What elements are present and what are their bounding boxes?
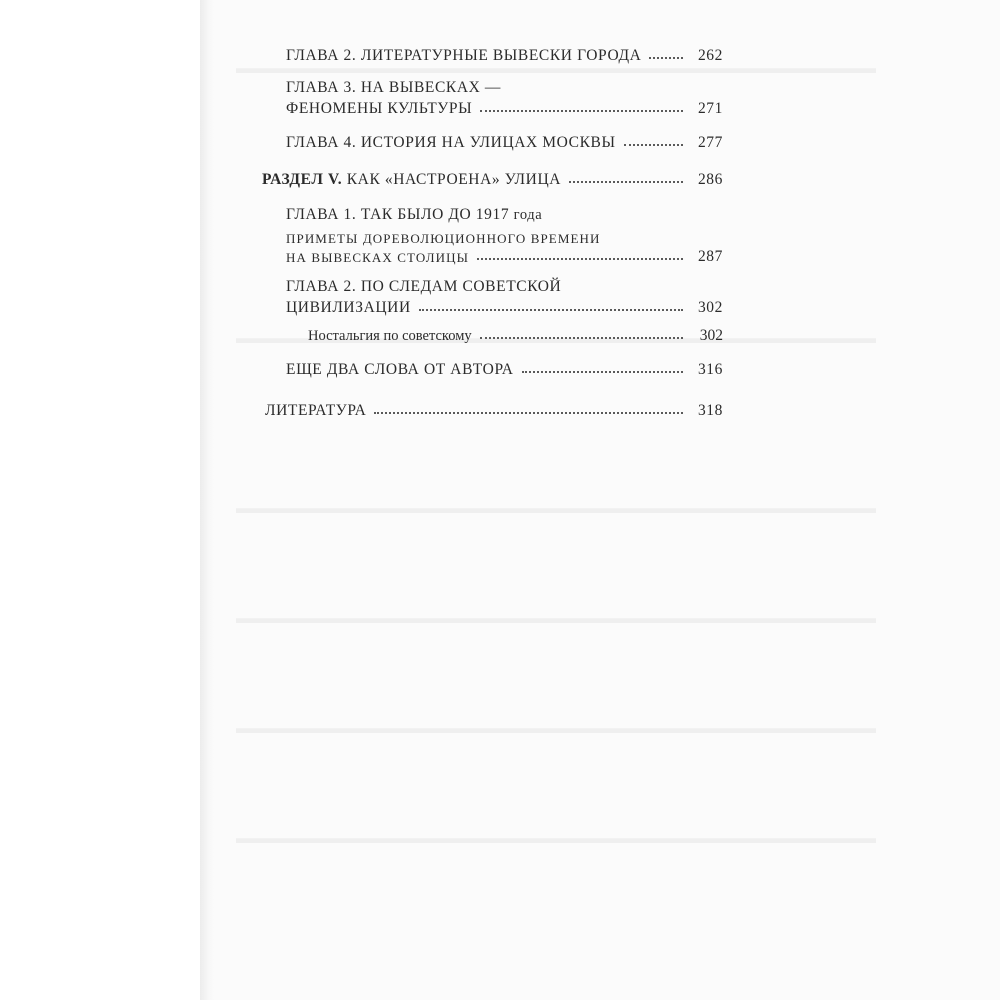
toc-subtitle-line2: НА ВЫВЕСКАХ СТОЛИЦЫ <box>286 250 470 265</box>
toc-entry-label-line2: ФЕНОМЕНЫ КУЛЬТУРЫ <box>286 100 473 117</box>
chapter-1-title: ГЛАВА 1. ТАК БЫЛО ДО 1917 <box>286 206 510 223</box>
dot-leader <box>480 110 683 112</box>
toc-entry-chapter-4[interactable] <box>286 134 723 152</box>
section-number: РАЗДЕЛ V. <box>262 171 343 188</box>
toc-page-number: 318 <box>697 402 723 419</box>
chapter-1-title-tail: года <box>513 207 543 223</box>
toc-entry-chapter-3[interactable] <box>286 100 723 118</box>
toc-entry-chapter-2-soviet[interactable] <box>286 299 723 317</box>
dot-leader <box>419 309 683 311</box>
toc-entry-nostalgia[interactable] <box>308 327 723 345</box>
toc-page-number: 302 <box>697 299 723 316</box>
toc-chapter-1-heading <box>286 206 542 224</box>
toc-entry-label: ГЛАВА 4. ИСТОРИЯ НА УЛИЦАХ МОСКВЫ <box>286 134 616 151</box>
toc-entry-label: ЕЩЕ ДВА СЛОВА ОТ АВТОРА <box>286 361 514 378</box>
toc-page-number: 316 <box>697 361 723 378</box>
toc-entry-label-line2: ЦИВИЛИЗАЦИИ <box>286 299 411 316</box>
toc-page-number: 286 <box>697 171 723 188</box>
section-title: КАК «НАСТРОЕНА» УЛИЦА <box>346 171 562 188</box>
dot-leader <box>477 258 683 260</box>
toc-entry-chapter-2-city[interactable] <box>286 47 723 65</box>
dot-leader <box>569 181 683 183</box>
toc-page-number: 262 <box>697 47 723 64</box>
toc-entry-chapter-1[interactable] <box>286 248 723 266</box>
toc-entry-label: ЛИТЕРАТУРА <box>265 402 367 419</box>
toc-page-number: 277 <box>697 134 723 151</box>
dot-leader <box>649 57 683 59</box>
toc-entry-label-line1: ГЛАВА 3. НА ВЫВЕСКАХ — <box>286 79 501 96</box>
dot-leader <box>374 412 683 414</box>
toc-entry-afterword[interactable] <box>286 361 723 379</box>
toc-entry-label: ГЛАВА 2. ЛИТЕРАТУРНЫЕ ВЫВЕСКИ ГОРОДА <box>286 47 642 64</box>
toc-page-number: 271 <box>697 100 723 117</box>
toc-entry-literature[interactable] <box>265 402 723 420</box>
dot-leader <box>522 371 684 373</box>
toc-entry-label: Ностальгия по советскому <box>308 328 472 344</box>
dot-leader <box>480 337 683 339</box>
toc-entry-section-5[interactable] <box>262 171 723 189</box>
toc-subtitle-line1: ПРИМЕТЫ ДОРЕВОЛЮЦИОННОГО ВРЕМЕНИ <box>286 231 601 246</box>
toc-page-number: 287 <box>697 248 723 265</box>
dot-leader <box>624 144 683 146</box>
toc-entry-label-line1: ГЛАВА 2. ПО СЛЕДАМ СОВЕТСКОЙ <box>286 278 562 295</box>
toc-page-number: 302 <box>699 327 723 344</box>
